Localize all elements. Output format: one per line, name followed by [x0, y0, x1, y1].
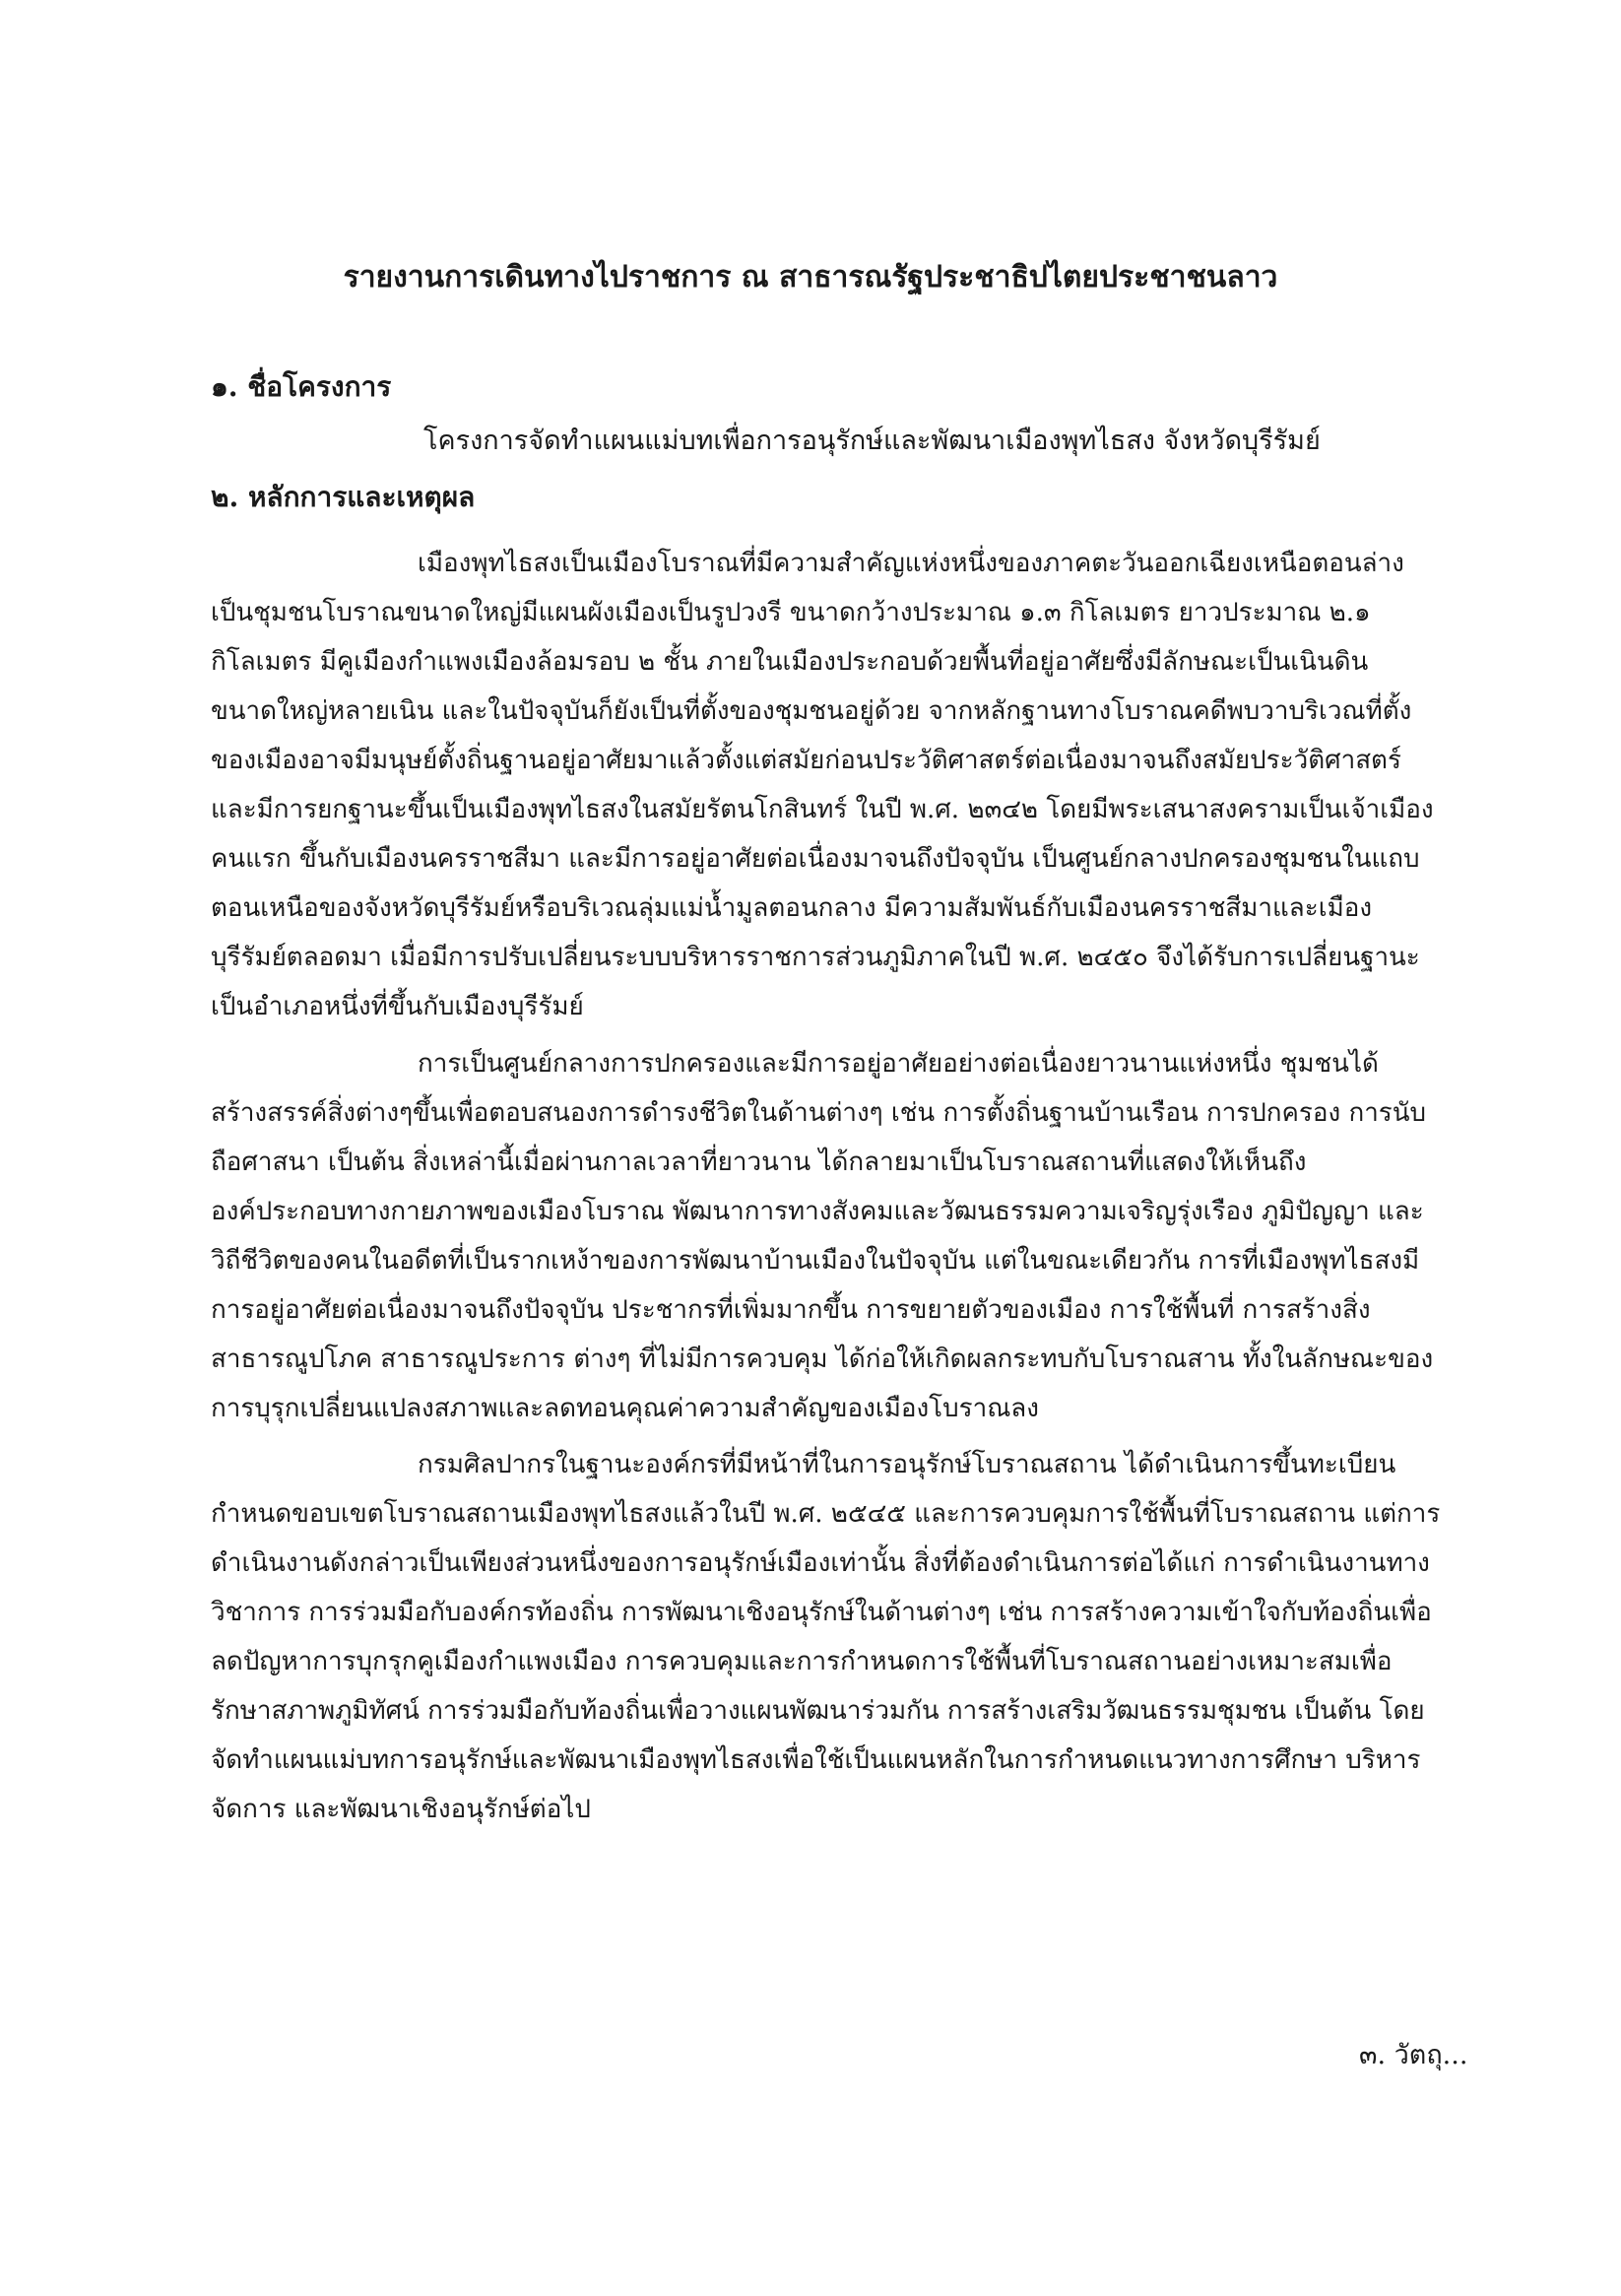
paragraph-line: กรมศิลปากรในฐานะองค์กรที่มีหน้าที่ในการอนุรักษ์โบราณสถาน ได้ดำเนินการขึ้นทะเบียน: [418, 1450, 1396, 1479]
paragraph-line: รักษาสภาพภูมิทัศน์ การร่วมมือกับท้องถิ่นเพื่อวางแผนพัฒนาร่วมกัน การสร้างเสริมวัฒนธรรมชุมชน เป็นต้น โดย: [211, 1696, 1425, 1726]
paragraph-line: จัดทำแผนแม่บทการอนุรักษ์และพัฒนาเมืองพุทไธสงเพื่อใช้เป็นแผนหลักในการกำหนดแนวทางการศึกษา บริหาร: [211, 1745, 1421, 1775]
paragraph-line: บุรีรัมย์ตลอดมา เมื่อมีการปรับเปลี่ยนระบบบริหารราชการส่วนภูมิภาคในปี พ.ศ. ๒๔๕๐ จึงได้รับการเปลี่ยนฐานะ: [211, 943, 1420, 972]
paragraph-line: ของเมืองอาจมีมนุษย์ตั้งถิ่นฐานอยู่อาศัยมาแล้วตั้งแต่สมัยก่อนประวัติศาสตร์ต่อเนื่องมาจนถึงสมัยประวัติศาสตร์: [211, 746, 1401, 775]
page-title: รายงานการเดินทางไปราชการ ณ สาธารณรัฐประชาธิปไตยประชาชนลาว: [343, 260, 1278, 295]
paragraph-line: ขนาดใหญ่หลายเนิน และในปัจจุบันก็ยังเป็นที่ตั้งของชุมชนอยู่ด้วย จากหลักฐานทางโบราณคดีพบวาบริเวณที่ตั้ง: [211, 696, 1412, 726]
paragraph-line: กิโลเมตร มีคูเมืองกำแพงเมืองล้อมรอบ ๒ ชั้น ภายในเมืองประกอบด้วยพื้นที่อยู่อาศัยซึ่งมีลักษณะเป็นเนินดิน: [211, 647, 1369, 677]
paragraph-line: ตอนเหนือของจังหวัดบุรีรัมย์หรือบริเวณลุ่มแม่น้ำมูลตอนกลาง มีความสัมพันธ์กับเมืองนครราชสีมาและเมือง: [211, 893, 1373, 923]
paragraph-line: เป็นอำเภอหนึ่งที่ขึ้นกับเมืองบุรีรัมย์: [211, 992, 584, 1021]
paragraph-line: เป็นชุมชนโบราณขนาดใหญ่มีแผนผังเมืองเป็นรูปวงรี ขนาดกว้างประมาณ ๑.๓ กิโลเมตร ยาวประมาณ ๒.๑: [211, 598, 1371, 627]
paragraph-line: เมืองพุทไธสงเป็นเมืองโบราณที่มีความสำคัญแห่งหนึ่งของภาคตะวันออกเฉียงเหนือตอนล่าง: [418, 549, 1404, 578]
section-heading-project-name: ๑. ชื่อโครงการ: [211, 370, 392, 403]
paragraph-line: การบุรุกเปลี่ยนแปลงสภาพและลดทอนคุณค่าความสำคัญของเมืองโบราณลง: [211, 1394, 1039, 1423]
paragraph-line: ถือศาสนา เป็นต้น สิ่งเหล่านี้เมื่อผ่านกาลเวลาที่ยาวนาน ได้กลายมาเป็นโบราณสถานที่แสดงให้เห็นถึง: [211, 1148, 1307, 1177]
paragraph: [211, 539, 1481, 1031]
paragraph-line: วิชาการ การร่วมมือกับองค์กรท้องถิ่น การพัฒนาเชิงอนุรักษ์ในด้านต่างๆ เช่น การสร้างความเข้าใจกับท้องถิ่นเพื่อ: [211, 1598, 1432, 1627]
continuation-note: ๓. วัตถุ...: [1359, 2040, 1468, 2070]
section-heading-rationale: ๒. หลักการและเหตุผล: [211, 481, 476, 513]
paragraph-line: การอยู่อาศัยต่อเนื่องมาจนถึงปัจจุบัน ประชากรที่เพิ่มมากขึ้น การขยายตัวของเมือง การใช้พื้นที่ การสร้างสิ่ง: [211, 1295, 1371, 1325]
paragraph: [211, 1039, 1481, 1433]
paragraph-line: และมีการยกฐานะขึ้นเป็นเมืองพุทไธสงในสมัยรัตนโกสินทร์ ในปี พ.ศ. ๒๓๔๒ โดยมีพระเสนาสงครามเป็นเจ้าเมือง: [211, 795, 1434, 824]
paragraph-line: จัดการ และพัฒนาเชิงอนุรักษ์ต่อไป: [211, 1795, 591, 1824]
paragraph-line: สร้างสรรค์สิ่งต่างๆขึ้นเพื่อตอบสนองการดำรงชีวิตในด้านต่างๆ เช่น การตั้งถิ่นฐานบ้านเรือน การปกครอง การนับ: [211, 1098, 1427, 1128]
paragraph-line: คนแรก ขึ้นกับเมืองนครราชสีมา และมีการอยู่อาศัยต่อเนื่องมาจนถึงปัจจุบัน เป็นศูนย์กลางปกครองชุมชนในแถบ: [211, 844, 1420, 874]
paragraph-line: กำหนดขอบเขตโบราณสถานเมืองพุทไธสงแล้วในปี พ.ศ. ๒๕๔๕ และการควบคุมการใช้พื้นที่โบราณสถาน แต่การ: [211, 1499, 1441, 1529]
paragraph-line: องค์ประกอบทางกายภาพของเมืองโบราณ พัฒนาการทางสังคมและวัฒนธรรมความเจริญรุ่งเรือง ภูมิปัญญา และ: [211, 1197, 1424, 1226]
paragraph-line: สาธารณูปโภค สาธารณูประการ ต่างๆ ที่ไม่มีการควบคุม ได้ก่อให้เกิดผลกระทบกับโบราณสาน ทั้งในลักษณะของ: [211, 1345, 1434, 1374]
paragraph-line: ดำเนินงานดังกล่าวเป็นเพียงส่วนหนึ่งของการอนุรักษ์เมืองเท่านั้น สิ่งที่ต้องดำเนินการต่อได้แก่ การดำเนินงานทาง: [211, 1548, 1430, 1578]
paragraph: [211, 1440, 1481, 1834]
paragraph-line: การเป็นศูนย์กลางการปกครองและมีการอยู่อาศัยอย่างต่อเนื่องยาวนานแห่งหนึ่ง ชุมชนได้: [418, 1049, 1379, 1079]
paragraph-line: ลดปัญหาการบุกรุกคูเมืองกำแพงเมือง การควบคุมและการกำหนดการใช้พื้นที่โบราณสถานอย่างเหมาะสมเพื่อ: [211, 1647, 1393, 1676]
paragraph-line: วิถีชีวิตของคนในอดีตที่เป็นรากเหง้าของการพัฒนาบ้านเมืองในปัจจุบัน แต่ในขณะเดียวกัน การที่เมืองพุทไธสงมี: [211, 1246, 1420, 1276]
project-name: โครงการจัดทำแผนแม่บทเพื่อการอนุรักษ์และพัฒนาเมืองพุทไธสง จังหวัดบุรีรัมย์: [423, 426, 1321, 456]
